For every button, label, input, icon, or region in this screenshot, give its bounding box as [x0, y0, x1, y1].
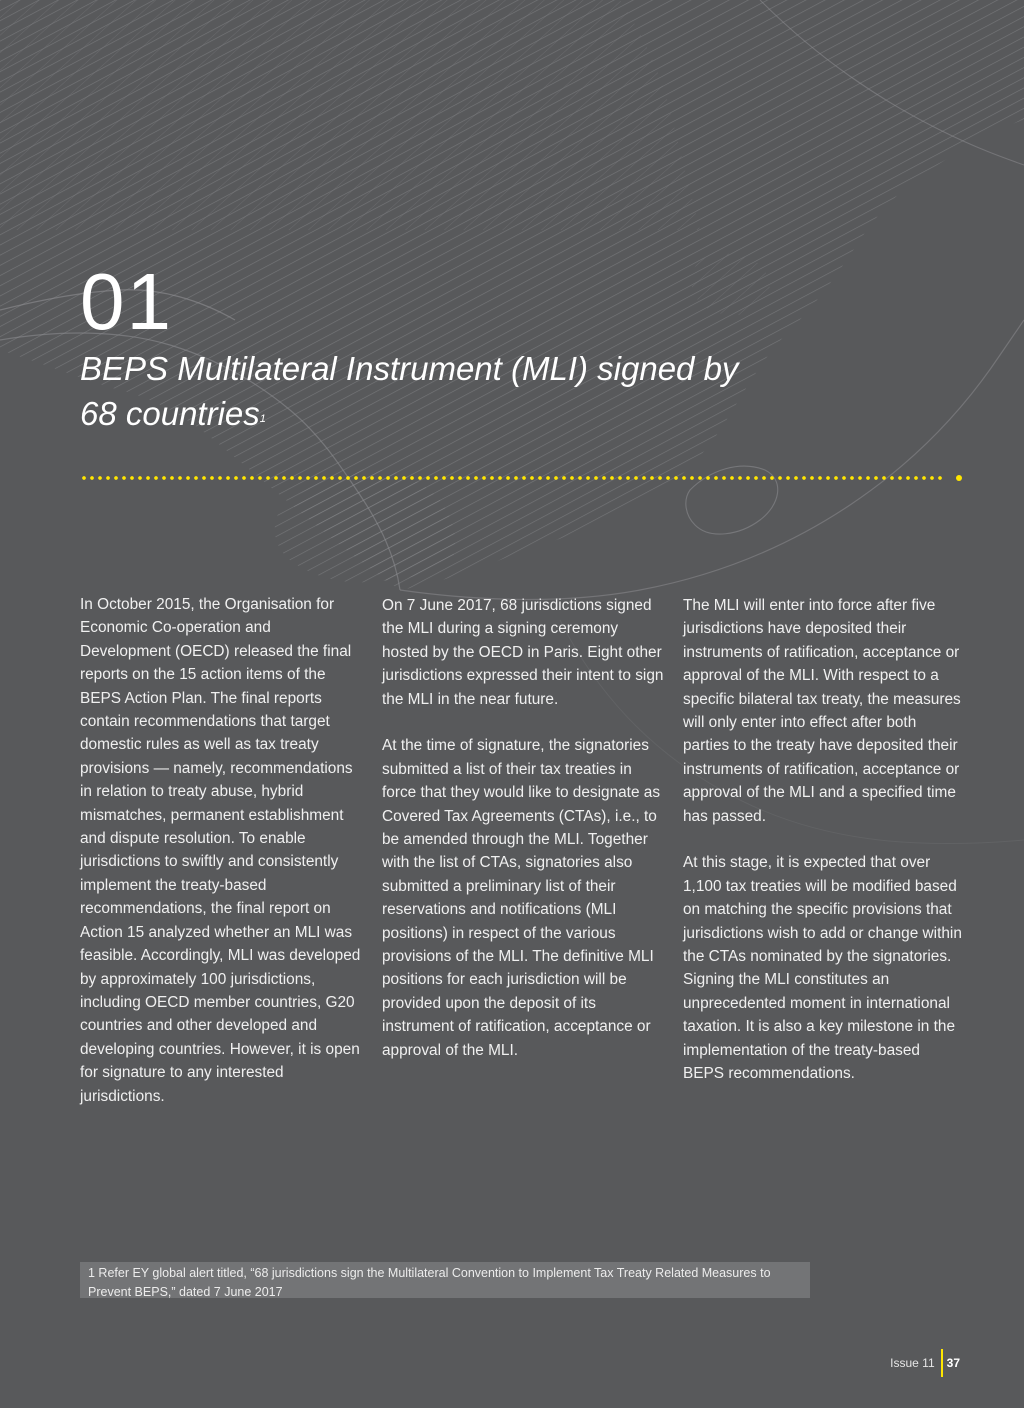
page-divider	[941, 1349, 943, 1377]
page-number: 37	[946, 1356, 960, 1370]
body-paragraph: The MLI will enter into force after five jurisdictions have deposited their instruments of ratification, acceptance or approval of the MLI. With respect to a specific bilateral tax treaty, the measures will only enter into effect after both parties to the treaty have deposited their instruments of ratification, acceptance or approval of the MLI and a specified time has passed.	[683, 597, 961, 825]
page-footer	[890, 1349, 960, 1377]
body-paragraph: On 7 June 2017, 68 jurisdictions signed the MLI during a signing ceremony hosted by the OECD in Paris. Eight other jurisdictions expressed their intent to sign the MLI in the near future.	[382, 597, 664, 708]
divider-end-dot	[956, 475, 962, 481]
body-paragraph: In October 2015, the Organisation for Economic Co-operation and Development (OECD) released the final reports on the 15 action items of the BEPS Action Plan. The final reports contain recommendations that target domestic rules as well as tax treaty provisions — namely, recommendations in relation to treaty abuse, hybrid mismatches, permanent establishment and dispute resolution. To enable jurisdictions to swiftly and consistently implement the treaty-based recommendations, the final report on Action 15 analyzed whether an MLI was feasible. Accordingly, MLI was developed by approximately 100 jurisdictions, including OECD member countries, G20 countries and other developed and developing countries. However, it is open for signature to any interested jurisdictions.	[80, 596, 361, 1105]
article-title-text: BEPS Multilateral Instrument (MLI) signed by 68 countries	[80, 350, 739, 432]
footnote-marker: 1	[259, 413, 266, 425]
dotted-divider	[80, 475, 946, 481]
body-paragraph: At the time of signature, the signatories submitted a list of their tax treaties in force that they would like to designate as Covered Tax Agreements (CTAs), i.e., to be amended through the MLI. Together with the list of CTAs, signatories also submitted a preliminary list of their reservations and notifications (MLI positions) in respect of the various provisions of the MLI. The definitive MLI positions for each jurisdiction will be provided upon the deposit of its instrument of ratification, acceptance or approval of the MLI.	[382, 737, 661, 1059]
body-column-2	[382, 594, 664, 1062]
body-column-3	[683, 594, 965, 1086]
article-title	[80, 346, 780, 436]
footnote: 1 Refer EY global alert titled, “68 jurisdictions sign the Multilateral Convention to Implement Tax Treaty Related Measures to Prevent BEPS,” dated 7 June 2017	[80, 1262, 810, 1298]
section-number: 01	[80, 257, 173, 346]
body-paragraph: At this stage, it is expected that over 1,100 tax treaties will be modified based on matching the specific provisions that jurisdictions wish to add or change within the CTAs nominated by the signatories. Signing the MLI constitutes an unprecedented moment in international taxation. It is also a key milestone in the implementation of the treaty-based BEPS recommendations.	[683, 854, 962, 1083]
body-column-1	[80, 593, 362, 1108]
issue-label: Issue 11	[890, 1356, 935, 1370]
